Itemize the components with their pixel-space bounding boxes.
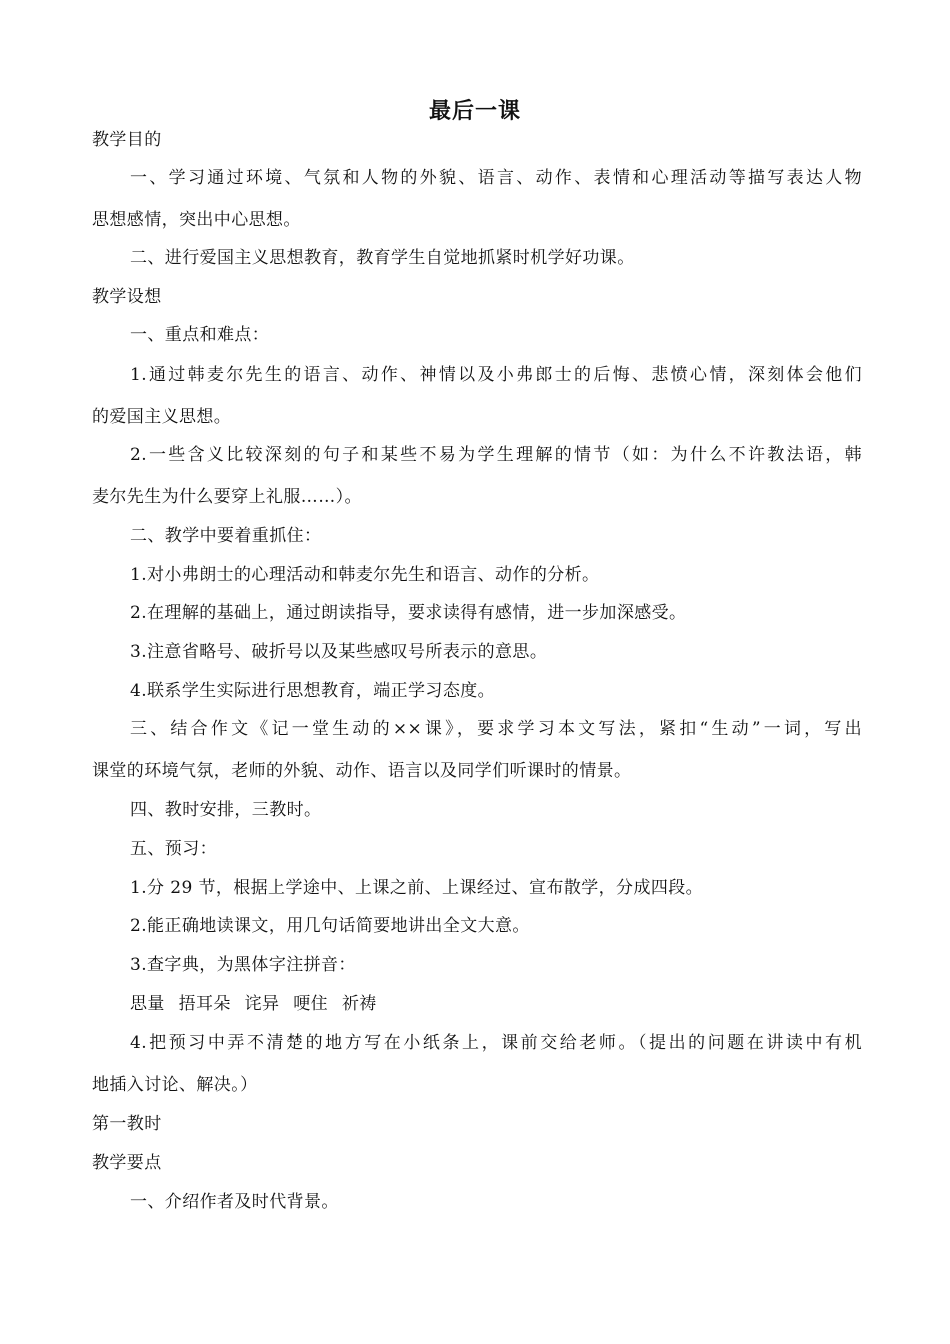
- document-title: 最后一课: [428, 99, 521, 124]
- section-heading-teaching-goals: 教学目的: [92, 130, 162, 150]
- paragraph-line: 1.对小弗朗士的心理活动和韩麦尔先生和语言、动作的分析。: [130, 565, 600, 585]
- paragraph-line: 一、学习通过环境、气氛和人物的外貌、语言、动作、表情和心理活动等描写表达人物: [130, 168, 862, 188]
- paragraph-line: 2.能正确地读课文，用几句话简要地讲出全文大意。: [130, 916, 530, 936]
- section-heading-teaching-points: 教学要点: [92, 1153, 162, 1173]
- paragraph-line: 2.在理解的基础上，通过朗读指导，要求读得有感情，进一步加深感受。: [130, 603, 687, 623]
- paragraph-line: 1.分 29 节，根据上学途中、上课之前、上课经过、宣布散学，分成四段。: [130, 878, 704, 898]
- paragraph-line: 二、教学中要着重抓住：: [130, 526, 322, 546]
- paragraph-line: 二、进行爱国主义思想教育，教育学生自觉地抓紧时机学好功课。: [130, 248, 635, 268]
- paragraph-line: 一、重点和难点：: [130, 325, 270, 345]
- paragraph-line: 4.把预习中弄不清楚的地方写在小纸条上，课前交给老师。（提出的问题在讲读中有机: [130, 1033, 862, 1053]
- paragraph-line: 的爱国主义思想。: [92, 407, 232, 427]
- paragraph-line: 三、结合作文《记一堂生动的××课》，要求学习本文写法，紧扣“生动”一词，写出: [130, 719, 862, 739]
- paragraph-line: 1.通过韩麦尔先生的语言、动作、神情以及小弗郎士的后悔、悲愤心情，深刻体会他们: [130, 365, 862, 385]
- pinyin-word: 捂耳朵: [178, 994, 231, 1014]
- pinyin-word: 哽住: [293, 994, 329, 1014]
- paragraph-line: 3.查字典，为黑体字注拼音：: [130, 955, 356, 975]
- paragraph-line: 四、教时安排，三教时。: [130, 800, 322, 820]
- paragraph-line: 五、预习：: [130, 839, 217, 859]
- pinyin-word: 思量: [130, 994, 165, 1014]
- section-heading-first-lesson: 第一教时: [92, 1114, 162, 1134]
- section-heading-teaching-design: 教学设想: [92, 287, 162, 307]
- paragraph-line: 一、介绍作者及时代背景。: [130, 1192, 339, 1212]
- pinyin-word-list: [130, 992, 862, 1016]
- paragraph-line: 3.注意省略号、破折号以及某些感叹号所表示的意思。: [130, 642, 548, 662]
- paragraph-line: 地插入讨论、解决。）: [92, 1075, 258, 1095]
- pinyin-word: 诧异: [244, 994, 280, 1014]
- paragraph-line: 课堂的环境气氛，老师的外貌、动作、语言以及同学们听课时的情景。: [92, 761, 632, 781]
- paragraph-line: 4.联系学生实际进行思想教育，端正学习态度。: [130, 681, 496, 701]
- paragraph-line: 2.一些含义比较深刻的句子和某些不易为学生理解的情节（如：为什么不许教法语，韩: [130, 445, 862, 465]
- paragraph-line: 麦尔先生为什么要穿上礼服……）。: [92, 487, 362, 507]
- pinyin-word: 祈祷: [341, 994, 377, 1014]
- paragraph-line: 思想感情，突出中心思想。: [92, 210, 301, 230]
